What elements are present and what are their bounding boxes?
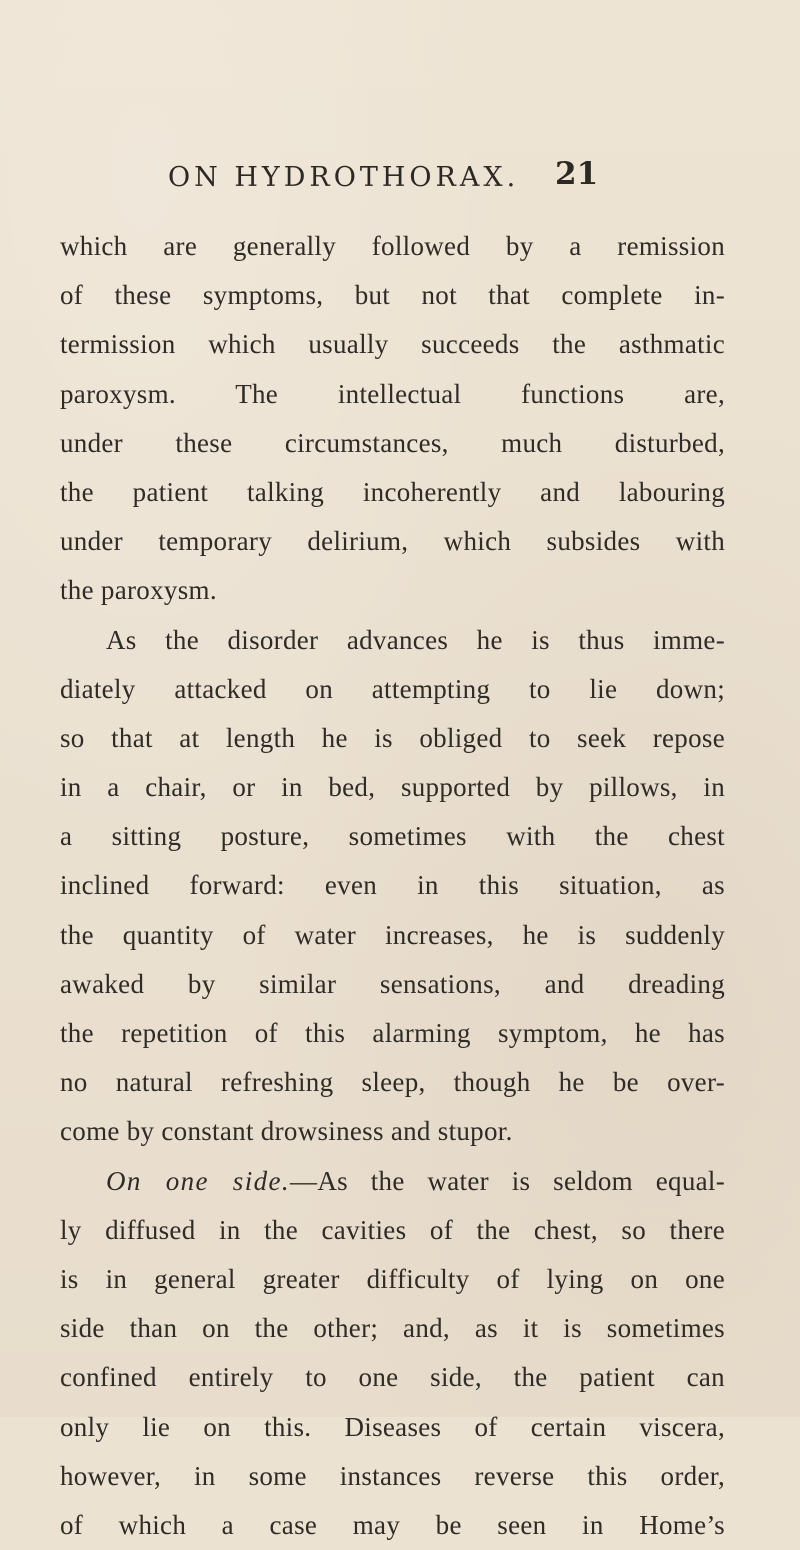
running-title: ON HYDROTHORAX. [168, 162, 520, 193]
page-number: 21 [555, 156, 599, 192]
text-line: inclined forward: even in this situation, as [60, 870, 725, 901]
section-text: —As the water is seldom equal- [290, 1165, 725, 1196]
section-heading-italic: On one side. [106, 1165, 291, 1196]
text-line: termission which usually succeeds the asthmatic [60, 329, 725, 360]
text-line: the repetition of this alarming symptom, he has [60, 1018, 725, 1048]
text-line: of these symptoms, but not that complete in- [60, 280, 725, 311]
text-line: only lie on this. Diseases of certain viscera, [60, 1411, 725, 1442]
text-line: under temporary delirium, which subsides with [60, 526, 725, 557]
text-line: come by constant drowsiness and stupor. [60, 1116, 513, 1147]
text-line: which are generally followed by a remission [60, 231, 725, 261]
text-line: the quantity of water increases, he is suddenly [60, 919, 725, 950]
text-line: a sitting posture, sometimes with the chest [60, 821, 725, 852]
text-line: diately attacked on attempting to lie down; [60, 673, 725, 704]
text-line: of which a case may be seen in Home’s [60, 1509, 725, 1540]
text-line: As the disorder advances he is thus imme- [106, 624, 725, 655]
text-line: so that at length he is obliged to seek repose [60, 722, 725, 753]
text-line: is in general greater difficulty of lying on one [60, 1263, 725, 1294]
text-line: confined entirely to one side, the patient can [60, 1362, 725, 1393]
text-line: the patient talking incoherently and labouring [60, 476, 725, 507]
text-line: no natural refreshing sleep, though he be over- [60, 1067, 725, 1098]
text-line: side than on the other; and, as it is sometimes [60, 1313, 725, 1344]
text-line: the paroxysm. [60, 575, 217, 606]
text-line [60, 1157, 725, 1206]
text-line: under these circumstances, much disturbed, [60, 427, 725, 458]
running-head [0, 156, 800, 202]
text-line: in a chair, or in bed, supported by pillows, in [60, 772, 725, 803]
text-line: ly diffused in the cavities of the chest, so there [60, 1214, 725, 1245]
text-line: awaked by similar sensations, and dreading [60, 968, 725, 999]
body-text [60, 222, 725, 1550]
text-line: paroxysm. The intellectual functions are, [60, 378, 725, 409]
text-line: however, in some instances reverse this order, [60, 1460, 725, 1491]
